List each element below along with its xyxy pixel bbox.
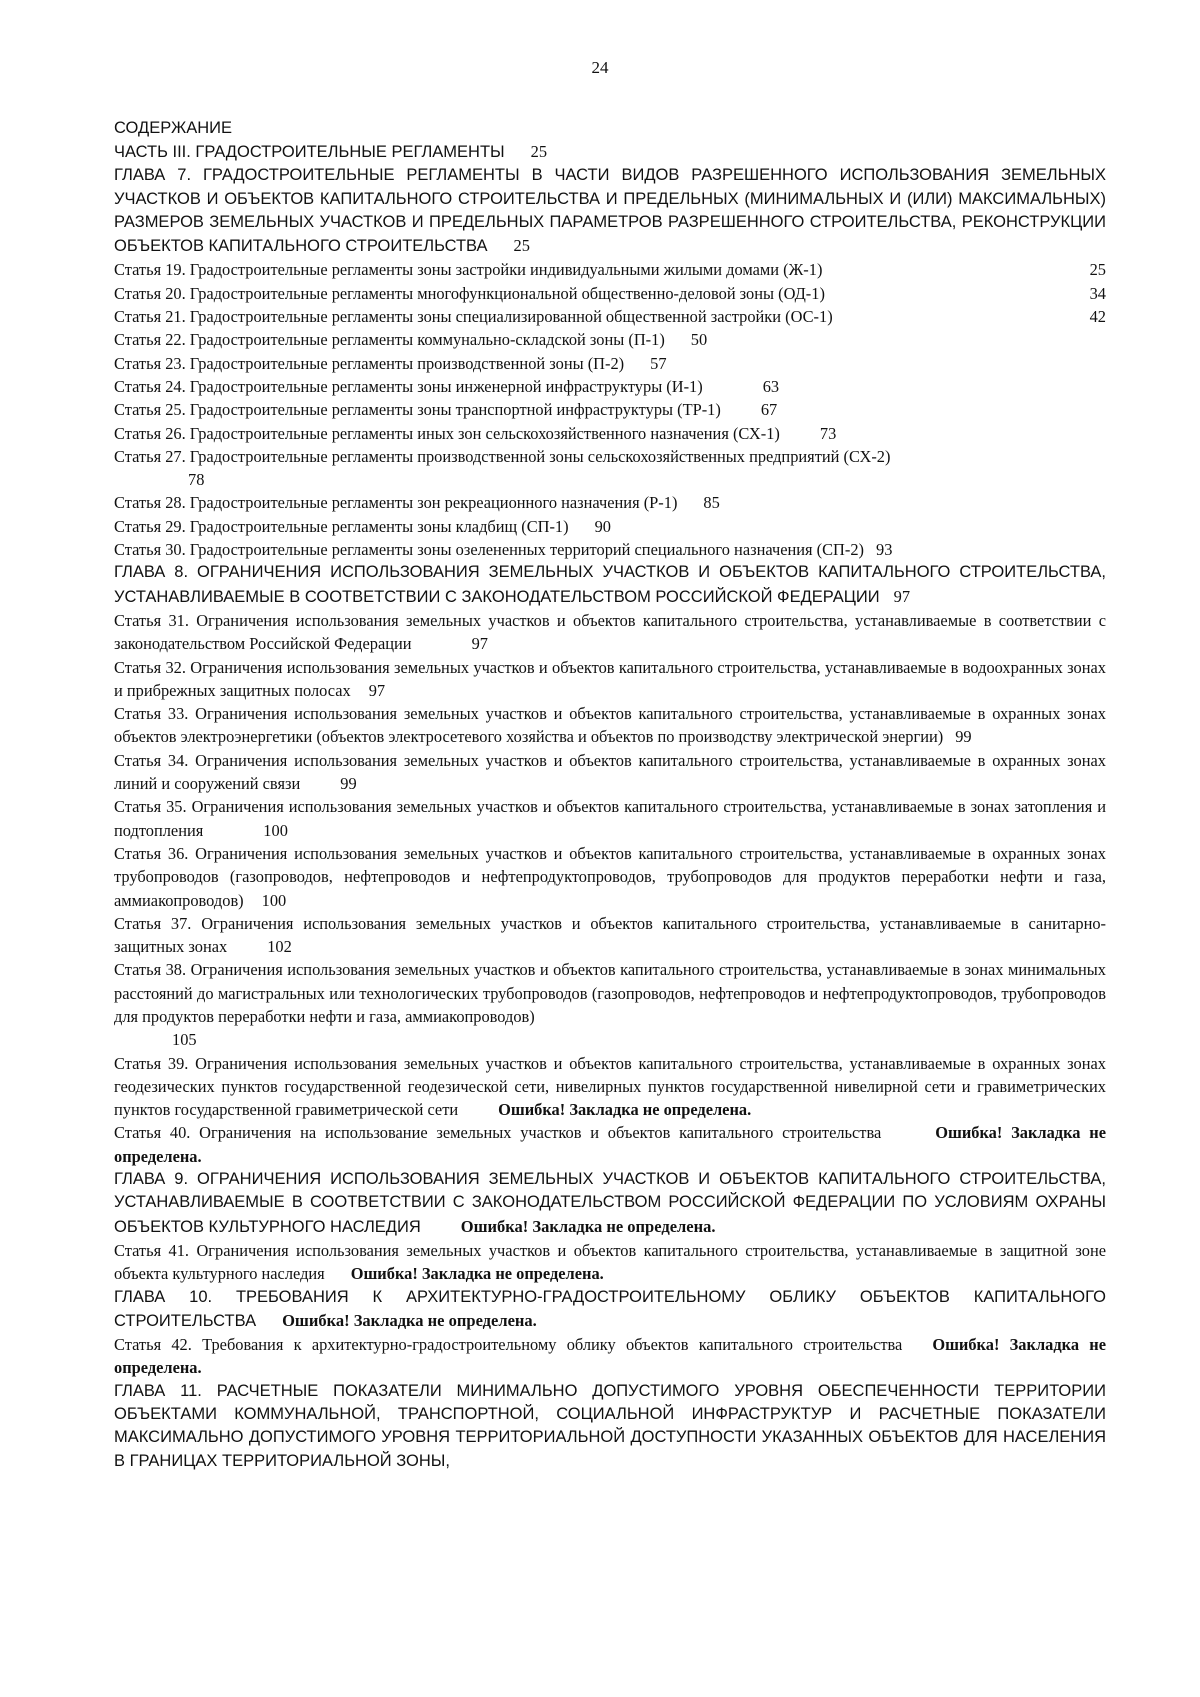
- toc-entry-page: 63: [762, 376, 780, 396]
- table-of-contents: [114, 117, 1106, 1473]
- toc-entry-text: ЧАСТЬ III. ГРАДОСТРОИТЕЛЬНЫЕ РЕГЛАМЕНТЫ: [114, 143, 505, 161]
- toc-entry-page: 25: [530, 142, 548, 161]
- page-number: 24: [591, 58, 609, 77]
- toc-entry-text: Статья 39. Ограничения использования земельных участков и объектов капитального строительства, устанавливаемые в охранных зонах геодезических пунктов государственной геодезической сети, нивелирных пунктов государственной нивелирной сети и гравиметрических пунктов государственной гравиметрической сети: [114, 1053, 1106, 1120]
- toc-entry-text: Статья 25. Градостроительные регламенты зоны транспортной инфраструктуры (ТР-1): [114, 400, 721, 420]
- toc-entry-page-error: Ошибка! Закладка не определена.: [350, 1264, 604, 1284]
- toc-entry-page: 100: [263, 820, 288, 840]
- toc-entry-page-error: Ошибка! Закладка не определена.: [282, 1310, 537, 1330]
- toc-entry-article-39[interactable]: [114, 1052, 1106, 1122]
- toc-entry-text: ГЛАВА 9. ОГРАНИЧЕНИЯ ИСПОЛЬЗОВАНИЯ ЗЕМЕЛЬНЫХ УЧАСТКОВ И ОБЪЕКТОВ КАПИТАЛЬНОГО СТРОИТЕЛЬСТВА, УСТАНАВЛИВАЕМЫЕ В СООТВЕТСТВИИ С ЗАКОНОДАТЕЛЬСТВОМ РОССИЙСКОЙ ФЕДЕРАЦИИ ПО УСЛОВИЯМ ОХРАНЫ ОБЪЕКТОВ КУЛЬТУРНОГО НАСЛЕДИЯ: [114, 1170, 1106, 1236]
- toc-entry-text: Статья 24. Градостроительные регламенты зоны инженерной инфраструктуры (И-1): [114, 376, 703, 396]
- toc-entry-text: ГЛАВА 8. ОГРАНИЧЕНИЯ ИСПОЛЬЗОВАНИЯ ЗЕМЕЛЬНЫХ УЧАСТКОВ И ОБЪЕКТОВ КАПИТАЛЬНОГО СТРОИТЕЛЬСТВА, УСТАНАВЛИВАЕМЫЕ В СООТВЕТСТВИИ С ЗАКОНОДАТЕЛЬСТВОМ РОССИЙСКОЙ ФЕДЕРАЦИИ: [114, 563, 1106, 606]
- toc-entry-page: 97: [471, 634, 488, 654]
- toc-entry-chapter-9[interactable]: [114, 1168, 1106, 1239]
- toc-entry-text: Статья 27. Градостроительные регламенты производственной зоны сельскохозяйственных предприятий (СХ-2): [114, 446, 891, 466]
- toc-entry-article-37[interactable]: [114, 912, 1106, 959]
- toc-entry-text: Статья 23. Градостроительные регламенты производственной зоны (П-2): [114, 353, 625, 373]
- toc-entry-text: Статья 41. Ограничения использования земельных участков и объектов капитального строительства, устанавливаемые в защитной зоне объекта культурного наследия: [114, 1240, 1106, 1284]
- toc-entry-text: Статья 30. Градостроительные регламенты зоны озелененных территорий специального назначения (СП-2): [114, 540, 864, 560]
- toc-entry-article-30[interactable]: [114, 538, 1106, 561]
- toc-title: СОДЕРЖАНИЕ: [114, 119, 233, 137]
- toc-entry-text: Статья 32. Ограничения использования земельных участков и объектов капитального строительства, устанавливаемые в водоохранных зонах и прибрежных защитных полосах: [114, 657, 1106, 700]
- toc-entry-text: Статья 28. Градостроительные регламенты зон рекреационного назначения (Р-1): [114, 493, 678, 513]
- toc-entry-page: 73: [819, 423, 837, 443]
- toc-entry-text: Статья 20. Градостроительные регламенты многофункциональной общественно-деловой зоны (ОД-1): [114, 283, 825, 303]
- toc-entry-article-28[interactable]: [114, 491, 1106, 514]
- toc-entry-page: 90: [594, 516, 611, 536]
- toc-entry-page: 25: [513, 236, 530, 256]
- toc-entry-text: Статья 21. Градостроительные регламенты зоны специализированной общественной застройки (ОС-1): [114, 307, 833, 327]
- toc-entry-page: 50: [690, 330, 708, 350]
- toc-entry-page: 105: [172, 1030, 197, 1050]
- toc-entry-article-41[interactable]: [114, 1239, 1106, 1286]
- toc-entry-article-27[interactable]: [114, 445, 1106, 492]
- toc-entry-text: ГЛАВА 10. ТРЕБОВАНИЯ К АРХИТЕКТУРНО-ГРАДОСТРОИТЕЛЬНОМУ ОБЛИКУ ОБЪЕКТОВ КАПИТАЛЬНОГО СТРОИТЕЛЬСТВА: [114, 1287, 1106, 1330]
- toc-entry-text: Статья 31. Ограничения использования земельных участков и объектов капитального строительства, устанавливаемые в соответствии с законодательством Российской Федерации: [114, 610, 1106, 654]
- toc-entry-page: 78: [188, 470, 205, 490]
- toc-entry-page: 100: [261, 890, 287, 910]
- toc-entry-chapter-7[interactable]: [114, 164, 1106, 258]
- toc-entry-page: 57: [650, 353, 667, 373]
- toc-entry-text: Статья 35. Ограничения использования земельных участков и объектов капитального строительства, устанавливаемые в зонах затопления и подтопления: [114, 797, 1106, 840]
- toc-entry-article-32[interactable]: [114, 656, 1106, 703]
- toc-entry-page-error: Ошибка! Закладка не определена.: [114, 1335, 1106, 1378]
- toc-entry-article-31[interactable]: [114, 609, 1106, 656]
- toc-entry-article-38[interactable]: [114, 958, 1106, 1051]
- toc-entry-article-42[interactable]: [114, 1333, 1106, 1380]
- toc-entry-article-22[interactable]: [114, 328, 1106, 351]
- toc-entry-article-23[interactable]: [114, 352, 1106, 375]
- toc-entry-text: Статья 36. Ограничения использования земельных участков и объектов капитального строительства, устанавливаемые в охранных зонах трубопроводов (газопроводов, нефтепроводов и нефтепродуктопроводов, трубопроводов для продуктов переработки нефти и газа, аммиакопроводов): [114, 843, 1106, 910]
- toc-entry-text: Статья 19. Градостроительные регламенты зоны застройки индивидуальными жилыми домами (Ж-1): [114, 260, 823, 280]
- toc-entry-chapter-10[interactable]: [114, 1286, 1106, 1334]
- toc-entry-page: 99: [340, 774, 357, 794]
- toc-entry-page: 97: [893, 586, 911, 606]
- toc-entry-text: Статья 22. Градостроительные регламенты коммунально-складской зоны (П-1): [114, 330, 665, 350]
- toc-entry-article-19[interactable]: [114, 258, 1106, 281]
- toc-entry-page: 42: [1089, 307, 1106, 327]
- toc-entry-article-24[interactable]: [114, 375, 1106, 398]
- toc-entry-article-34[interactable]: [114, 749, 1106, 796]
- toc-entry-text: Статья 26. Градостроительные регламенты иных зон сельскохозяйственного назначения (СХ-1): [114, 423, 780, 443]
- toc-entry-chapter-8[interactable]: [114, 561, 1106, 609]
- toc-entry-page-error: Ошибка! Закладка не определена.: [460, 1216, 716, 1236]
- toc-entry-article-26[interactable]: [114, 422, 1106, 445]
- toc-entry-text: Статья 40. Ограничения на использование земельных участков и объектов капитального строительства: [114, 1123, 882, 1143]
- toc-entry-text: ГЛАВА 7. ГРАДОСТРОИТЕЛЬНЫЕ РЕГЛАМЕНТЫ В ЧАСТИ ВИДОВ РАЗРЕШЕННОГО ИСПОЛЬЗОВАНИЯ ЗЕМЕЛЬНЫХ УЧАСТКОВ И ОБЪЕКТОВ КАПИТАЛЬНОГО СТРОИТЕЛЬСТВА И ПРЕДЕЛЬНЫХ (МИНИМАЛЬНЫХ И (ИЛИ) МАКСИМАЛЬНЫХ) РАЗМЕРОВ ЗЕМЕЛЬНЫХ УЧАСТКОВ И ПРЕДЕЛЬНЫХ ПАРАМЕТРОВ РАЗРЕШЕННОГО СТРОИТЕЛЬСТВА, РЕКОНСТРУКЦИИ ОБЪЕКТОВ КАПИТАЛЬНОГО СТРОИТЕЛЬСТВА: [114, 166, 1106, 256]
- toc-entry-page: 34: [1089, 283, 1106, 303]
- toc-entry-article-40[interactable]: [114, 1121, 1106, 1168]
- toc-entry-article-25[interactable]: [114, 398, 1106, 421]
- toc-entry-article-35[interactable]: [114, 795, 1106, 842]
- toc-entry-text: Статья 37. Ограничения использования земельных участков и объектов капитального строительства, устанавливаемые в санитарно-защитных зонах: [114, 913, 1106, 957]
- toc-entry-text: Статья 42. Требования к архитектурно-градостроительному облику объектов капитального строительства: [114, 1335, 903, 1355]
- toc-entry-text: Статья 34. Ограничения использования земельных участков и объектов капитального строительства, устанавливаемые в охранных зонах линий и сооружений связи: [114, 750, 1106, 794]
- toc-entry-article-20[interactable]: [114, 282, 1106, 305]
- toc-entry-chapter-11[interactable]: [114, 1380, 1106, 1473]
- toc-entry-page: 85: [703, 493, 720, 513]
- toc-entry-page-error: Ошибка! Закладка не определена.: [114, 1123, 1106, 1166]
- toc-entry-article-29[interactable]: [114, 515, 1106, 538]
- toc-entry-part-3[interactable]: [114, 140, 1106, 164]
- toc-entry-article-33[interactable]: [114, 702, 1106, 749]
- toc-entry-page: 99: [955, 727, 972, 747]
- toc-entry-page: 67: [760, 400, 778, 420]
- toc-entry-article-36[interactable]: [114, 842, 1106, 912]
- toc-entry-page: 25: [1089, 260, 1106, 280]
- toc-entry-article-21[interactable]: [114, 305, 1106, 328]
- toc-entry-text: ГЛАВА 11. РАСЧЕТНЫЕ ПОКАЗАТЕЛИ МИНИМАЛЬНО ДОПУСТИМОГО УРОВНЯ ОБЕСПЕЧЕННОСТИ ТЕРРИТОРИИ ОБЪЕКТАМИ КОММУНАЛЬНОЙ, ТРАНСПОРТНОЙ, СОЦИАЛЬНОЙ ИНФРАСТРУКТУР И РАСЧЕТНЫЕ ПОКАЗАТЕЛИ МАКСИМАЛЬНО ДОПУСТИМОГО УРОВНЯ ТЕРРИТОРИАЛЬНОЙ ДОСТУПНОСТИ УКАЗАННЫХ ОБЪЕКТОВ ДЛЯ НАСЕЛЕНИЯ В ГРАНИЦАХ ТЕРРИТОРИАЛЬНОЙ ЗОНЫ,: [114, 1381, 1106, 1470]
- toc-entry-text: Статья 38. Ограничения использования земельных участков и объектов капитального строительства, устанавливаемые в зонах минимальных расстояний до магистральных или технологических трубопроводов (газопроводов, нефтепроводов и нефтепродуктопроводов, трубопроводов для продуктов переработки нефти и газа, аммиакопроводов): [114, 960, 1106, 1026]
- toc-entry-page: 97: [368, 680, 386, 700]
- toc-entry-page: 93: [876, 540, 893, 560]
- toc-entry-page: 102: [267, 937, 292, 957]
- toc-entry-text: Статья 29. Градостроительные регламенты зоны кладбищ (СП-1): [114, 516, 569, 536]
- toc-entry-page-error: Ошибка! Закладка не определена.: [498, 1100, 752, 1120]
- toc-entry-text: Статья 33. Ограничения использования земельных участков и объектов капитального строительства, устанавливаемые в охранных зонах объектов электроэнергетики (объектов электросетевого хозяйства и объектов по производству электрической энергии): [114, 704, 1106, 747]
